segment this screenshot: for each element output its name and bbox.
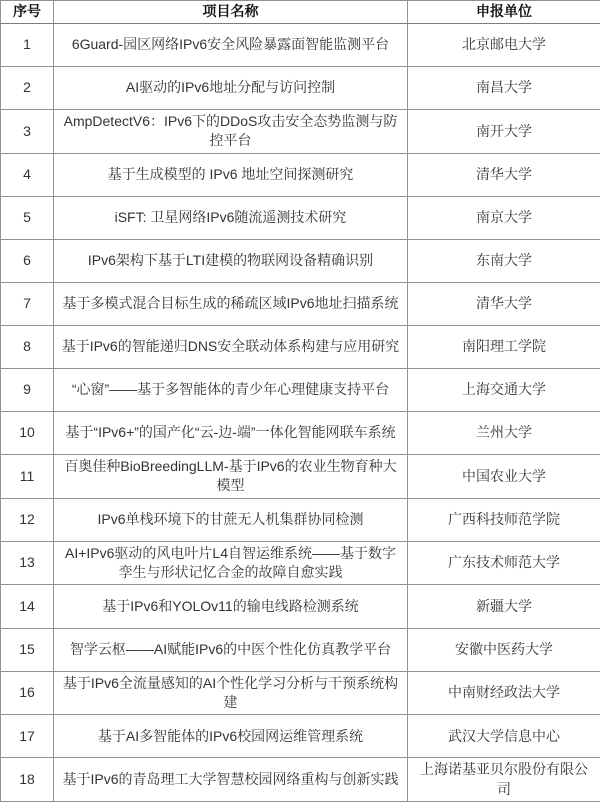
cell-index: 17 (1, 715, 54, 758)
cell-index: 12 (1, 498, 54, 541)
table-row (1, 153, 600, 196)
cell-project: 基于“IPv6+”的国产化“云-边-端”一体化智能网联车系统 (54, 412, 408, 455)
cell-project: 基于AI多智能体的IPv6校园网运维管理系统 (54, 715, 408, 758)
header-row (1, 1, 600, 24)
header-unit: 申报单位 (408, 1, 600, 24)
cell-index: 4 (1, 153, 54, 196)
cell-project: 基于IPv6全流量感知的AI个性化学习分析与干预系统构建 (54, 671, 408, 715)
cell-index: 3 (1, 110, 54, 154)
table-row (1, 196, 600, 239)
cell-unit: 南开大学 (408, 110, 600, 154)
cell-index: 6 (1, 239, 54, 282)
cell-unit: 武汉大学信息中心 (408, 715, 600, 758)
cell-unit: 安徽中医药大学 (408, 628, 600, 671)
cell-project: IPv6单栈环境下的甘蔗无人机集群协同检测 (54, 498, 408, 541)
table-row (1, 455, 600, 499)
table-row (1, 715, 600, 758)
cell-project: AmpDetectV6：IPv6下的DDoS攻击安全态势监测与防控平台 (54, 110, 408, 154)
cell-index: 7 (1, 282, 54, 325)
cell-unit: 北京邮电大学 (408, 24, 600, 67)
cell-index: 8 (1, 325, 54, 368)
cell-unit: 新疆大学 (408, 585, 600, 628)
cell-index: 15 (1, 628, 54, 671)
cell-project: 基于IPv6和YOLOv11的输电线路检测系统 (54, 585, 408, 628)
cell-unit: 清华大学 (408, 282, 600, 325)
cell-index: 9 (1, 369, 54, 412)
cell-unit: 南阳理工学院 (408, 325, 600, 368)
cell-unit: 兰州大学 (408, 412, 600, 455)
table-header (1, 1, 600, 24)
cell-project: 基于多模式混合目标生成的稀疏区域IPv6地址扫描系统 (54, 282, 408, 325)
table-row (1, 67, 600, 110)
table-row (1, 282, 600, 325)
cell-project: IPv6架构下基于LTI建模的物联网设备精确识别 (54, 239, 408, 282)
table-body (1, 24, 600, 802)
cell-unit: 中南财经政法大学 (408, 671, 600, 715)
cell-index: 13 (1, 541, 54, 585)
cell-project: 基于IPv6的青岛理工大学智慧校园网络重构与创新实践 (54, 758, 408, 802)
table-row (1, 758, 600, 802)
cell-index: 16 (1, 671, 54, 715)
table-row (1, 498, 600, 541)
cell-project: 智学云枢——AI赋能IPv6的中医个性化仿真教学平台 (54, 628, 408, 671)
cell-unit: 上海诺基亚贝尔股份有限公司 (408, 758, 600, 802)
table-row (1, 325, 600, 368)
cell-project: iSFT: 卫星网络IPv6随流遥测技术研究 (54, 196, 408, 239)
cell-index: 10 (1, 412, 54, 455)
cell-unit: 中国农业大学 (408, 455, 600, 499)
table-row (1, 585, 600, 628)
table-row (1, 110, 600, 154)
cell-project: 基于生成模型的 IPv6 地址空间探测研究 (54, 153, 408, 196)
table-row (1, 24, 600, 67)
table-row (1, 628, 600, 671)
cell-unit: 广西科技师范学院 (408, 498, 600, 541)
cell-unit: 上海交通大学 (408, 369, 600, 412)
table-row (1, 369, 600, 412)
table-row (1, 671, 600, 715)
cell-unit: 清华大学 (408, 153, 600, 196)
cell-index: 5 (1, 196, 54, 239)
cell-project: 百奥佳种BioBreedingLLM-基于IPv6的农业生物育种大模型 (54, 455, 408, 499)
cell-index: 18 (1, 758, 54, 802)
cell-project: 基于IPv6的智能递归DNS安全联动体系构建与应用研究 (54, 325, 408, 368)
cell-project: “心窗”——基于多智能体的青少年心理健康支持平台 (54, 369, 408, 412)
cell-index: 11 (1, 455, 54, 499)
cell-project: AI驱动的IPv6地址分配与访问控制 (54, 67, 408, 110)
cell-index: 1 (1, 24, 54, 67)
table-row (1, 239, 600, 282)
cell-index: 14 (1, 585, 54, 628)
cell-unit: 广东技术师范大学 (408, 541, 600, 585)
table-row (1, 541, 600, 585)
cell-project: 6Guard-园区网络IPv6安全风险暴露面智能监测平台 (54, 24, 408, 67)
header-project-name: 项目名称 (54, 1, 408, 24)
cell-index: 2 (1, 67, 54, 110)
cell-project: AI+IPv6驱动的风电叶片L4自智运维系统——基于数字孪生与形状记忆合金的故障自愈实践 (54, 541, 408, 585)
cell-unit: 南昌大学 (408, 67, 600, 110)
cell-unit: 南京大学 (408, 196, 600, 239)
cell-unit: 东南大学 (408, 239, 600, 282)
table-row (1, 412, 600, 455)
header-index: 序号 (1, 1, 54, 24)
